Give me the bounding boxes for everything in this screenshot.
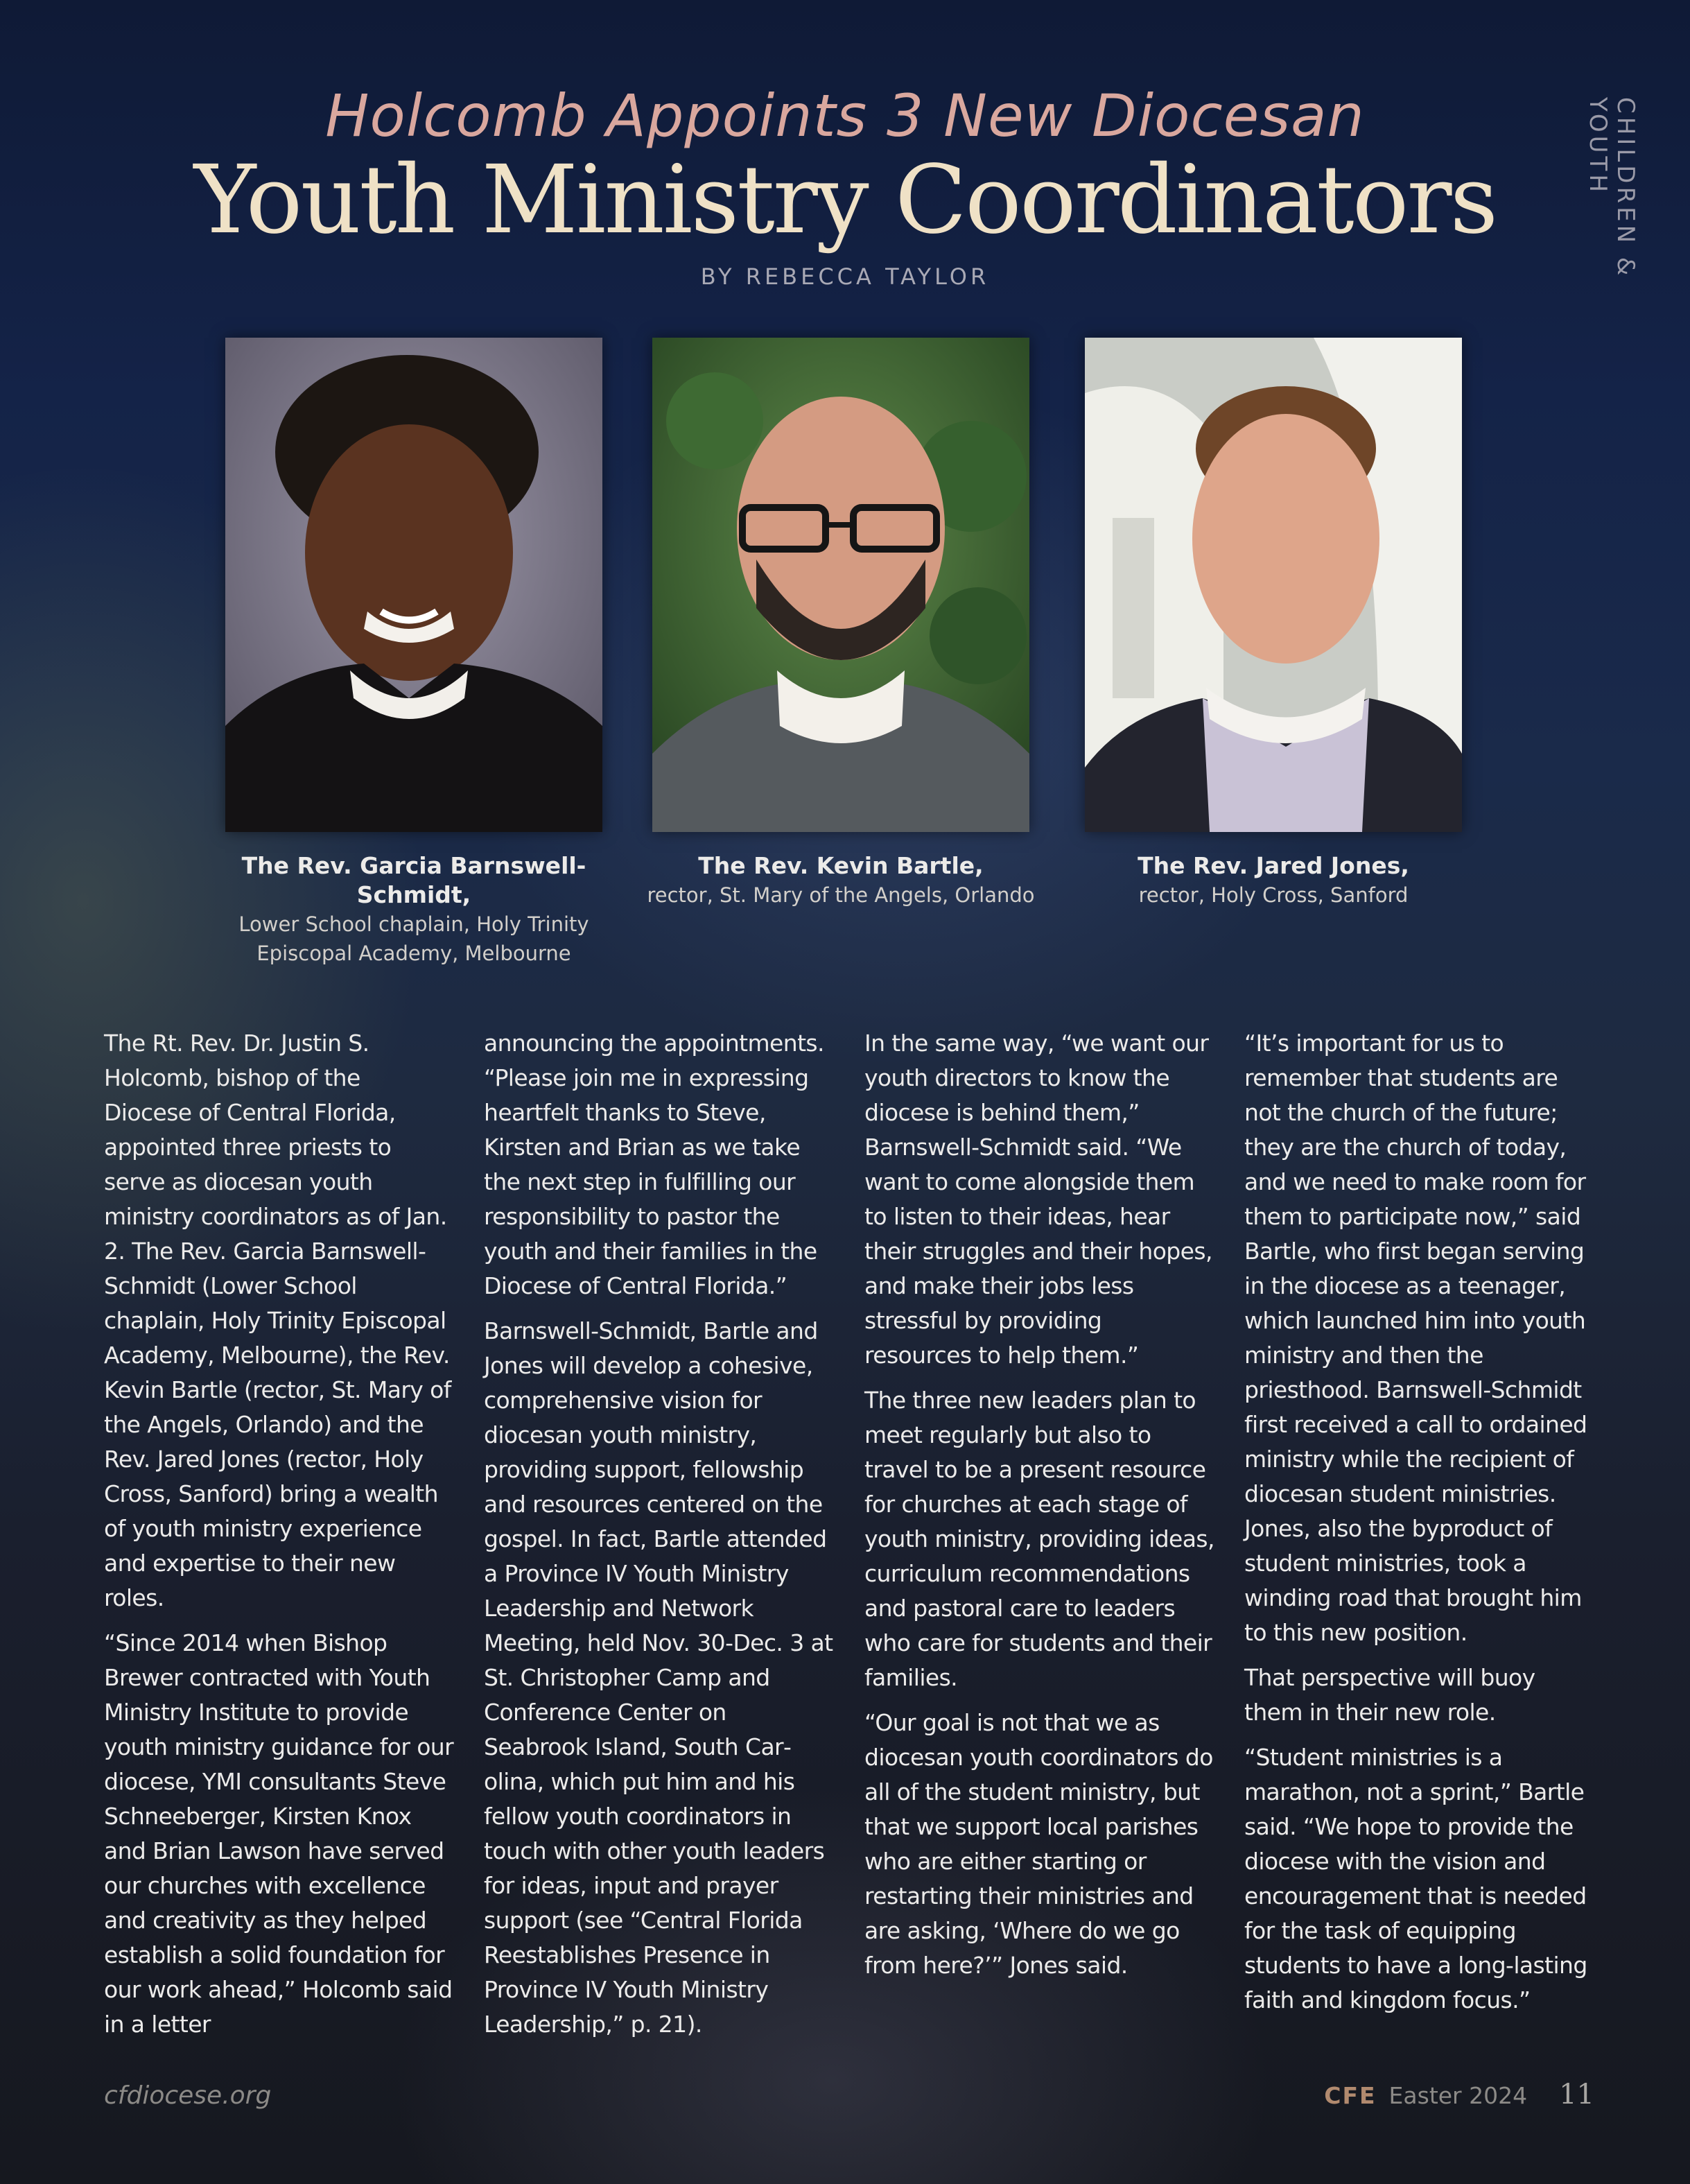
portrait-photo-barnswell-schmidt — [225, 338, 602, 832]
article-column-4 — [1244, 1026, 1594, 2028]
portrait-image — [225, 338, 602, 832]
article-column-1 — [104, 1026, 454, 2052]
paragraph: announcing the appointments. “Please join me in expressing heartfelt thanks to Steve, Kirsten and Brian as we take the next step in fulfilling our responsibility to pastor the youth and their families in the Diocese of Central Florida.” — [484, 1030, 824, 1299]
footer-website: cfdiocese.org — [104, 2081, 272, 2110]
photo-caption-3 — [1065, 851, 1481, 910]
section-tab: CHILDREN & YOUTH — [1584, 97, 1639, 279]
paragraph: “Our goal is not that we as diocesan youth coordinators do all of the student ministry, but that we support local parishes who are either starting or restarting their ministries and are asking, ‘Where do we go from here?’” Jones said. — [864, 1709, 1213, 1979]
caption-role: Lower School chaplain, Holy Trinity Episcopal Academy, Melbourne — [238, 912, 589, 965]
article-column-2 — [484, 1026, 834, 2052]
caption-role: rector, Holy Cross, Sanford — [1138, 883, 1409, 907]
caption-name: The Rev. Jared Jones, — [1138, 852, 1409, 879]
portrait-image — [1085, 338, 1462, 832]
paragraph: That perspective will buoy them in their new role. — [1244, 1664, 1535, 1726]
portrait-photo-bartle — [652, 338, 1029, 832]
portrait-photo-jones — [1085, 338, 1462, 832]
paragraph: In the same way, “we want our youth directors to know the diocese is behind them,” Barnswell-Schmidt said. “We want to come alongside them to listen to their ideas, hear their struggles and their hopes, and make their jobs less stressful by providing resources to help them.” — [864, 1030, 1212, 1369]
footer-brand: CFE — [1324, 2082, 1377, 2109]
caption-name: The Rev. Garcia Barnswell-Schmidt, — [241, 852, 586, 908]
portrait-image — [652, 338, 1029, 832]
paragraph: Barnswell-Schmidt, Bartle and Jones will develop a cohesive, comprehensive vision for diocesan youth ministry, providing support, fellowship and resources centered on the gospel. In fact, Bartle attended a Province IV Youth Ministry Leadership and Network Meeting, held Nov. 30-Dec. 3 at St. Christopher Camp and Conference Center on Seabrook Island, South Carolina, which put him and his fellow youth coordinators in touch with other youth leaders for ideas, input and prayer support (see “Central Florida Reestablishes Presence in Province IV Youth Ministry Leadership,” p. 21). — [484, 1317, 833, 2038]
paragraph: “Student ministries is a marathon, not a sprint,” Bartle said. “We hope to provide the diocese with the vision and encouragement that is needed for the task of equipping students to have a long-lasting faith and kingdom focus.” — [1244, 1744, 1587, 2013]
paragraph: “Since 2014 when Bishop Brewer contracted with Youth Ministry Institute to provide youth ministry guidance for our diocese, YMI consultants Steve Schneeberger, Kirsten Knox and Brian Lawson have served our churches with excellence and creativity as they helped establish a solid foundation for our work ahead,” Holcomb said in a letter — [104, 1629, 454, 2038]
headline-kicker: Holcomb Appoints 3 New Diocesan — [325, 82, 1365, 150]
footer-issue: Easter 2024 — [1388, 2082, 1528, 2109]
caption-role: rector, St. Mary of the Angels, Orlando — [647, 883, 1035, 907]
paragraph: “It’s important for us to remember that students are not the church of the future; they are the church of today, and we need to make room for them to participate now,” said Bartle, who first began serving in the diocese as a teenager, which launched him into youth ministry and then the priesthood. Barnswell-Schmidt first received a call to ordained ministry while the recipient of diocesan student ministries. Jones, also the byproduct of student ministries, took a winding road that brought him to this new position. — [1244, 1030, 1587, 1646]
byline: BY REBECCA TAYLOR — [700, 263, 990, 290]
article-column-3 — [864, 1026, 1214, 1993]
photo-caption-1 — [206, 851, 622, 968]
caption-name: The Rev. Kevin Bartle, — [698, 852, 984, 879]
page-number: 11 — [1559, 2079, 1594, 2111]
paragraph: The three new leaders plan to meet regularly but also to travel to be a present resource for churches at each stage of youth ministry, providing ideas, curriculum recommendations and pastoral care to leaders who care for students and their families. — [864, 1387, 1214, 1691]
paragraph: The Rt. Rev. Dr. Justin S. Holcomb, bishop of the Diocese of Central Florida, appointed three priests to serve as diocesan youth ministry coordinators as of Jan. 2. The Rev. Garcia Barnswell-Schmidt (Lower School chaplain, Holy Trinity Episcopal Academy, Melbourne), the Rev. Kevin Bartle (rector, St. Mary of the Angels, Orlando) and the Rev. Jared Jones (rector, Holy Cross, Sanford) bring a wealth of youth ministry experience and expertise to their new roles. — [104, 1030, 451, 1611]
photo-caption-2 — [633, 851, 1049, 910]
footer-folio — [1324, 2079, 1594, 2111]
page-title: Youth Ministry Coordinators — [193, 146, 1497, 255]
